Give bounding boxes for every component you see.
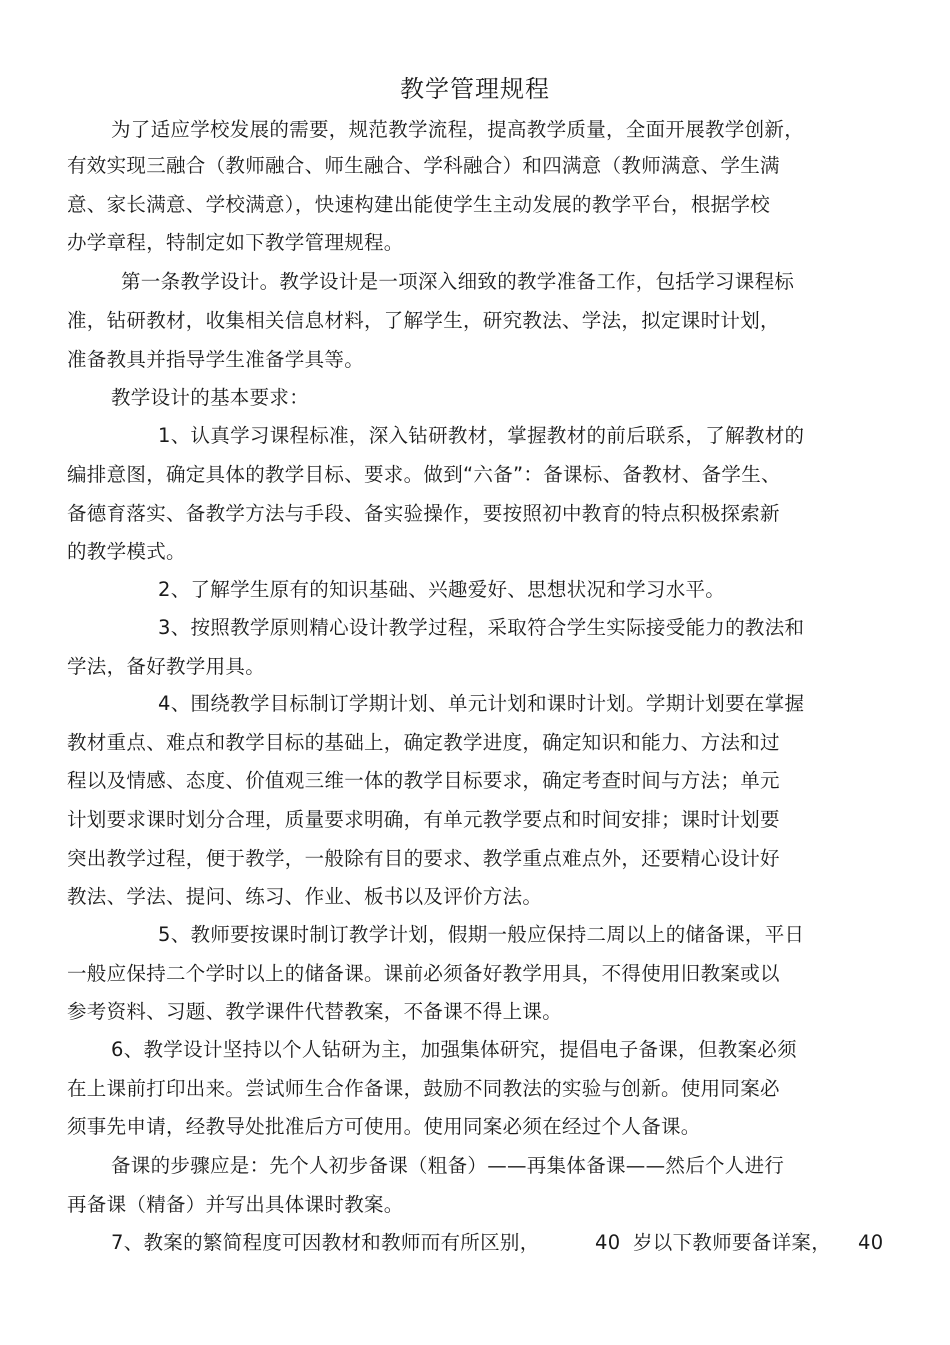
paragraph-line: 一般应保持二个学时以上的储备课。课前必须备好教学用具，不得使用旧教案或以 — [67, 962, 780, 985]
paragraph-line: 2、了解学生原有的知识基础、兴趣爱好、思想状况和学习水平。 — [158, 578, 726, 601]
paragraph-line: 5、教师要按课时制订教学计划，假期一般应保持二周以上的储备课，平日 — [158, 923, 805, 946]
paragraph-line: 计划要求课时划分合理，质量要求明确，有单元教学要点和时间安排；课时计划要 — [67, 808, 780, 831]
paragraph-fragment: 岁以下教师要备详案， — [633, 1231, 832, 1254]
paragraph-line: 再备课（精备）并写出具体课时教案。 — [67, 1193, 404, 1216]
paragraph-line: 教法、学法、提问、练习、作业、板书以及评价方法。 — [67, 885, 543, 908]
paragraph-line: 有效实现三融合（教师融合、师生融合、学科融合）和四满意（教师满意、学生满 — [67, 154, 780, 177]
paragraph-line: 备课的步骤应是：先个人初步备课（粗备）——再集体备课——然后个人进行 — [111, 1154, 785, 1177]
paragraph-line: 参考资料、习题、教学课件代替教案，不备课不得上课。 — [67, 1000, 563, 1023]
paragraph-line: 编排意图，确定具体的教学目标、要求。做到“六备”：备课标、备教材、备学生、 — [67, 463, 781, 486]
document-title: 教学管理规程 — [400, 75, 550, 103]
paragraph-line: 6、教学设计坚持以个人钻研为主，加强集体研究，提倡电子备课，但教案必须 — [111, 1038, 797, 1061]
paragraph-line: 程以及情感、态度、价值观三维一体的教学目标要求，确定考查时间与方法；单元 — [67, 769, 780, 792]
paragraph-line: 的教学模式。 — [67, 540, 186, 563]
paragraph-line: 备德育落实、备教学方法与手段、备实验操作，要按照初中教育的特点积极探索新 — [67, 502, 780, 525]
paragraph-line: 学法，备好教学用具。 — [67, 655, 266, 678]
paragraph-line: 教材重点、难点和教学目标的基础上，确定教学进度，确定知识和能力、方法和过 — [67, 731, 780, 754]
paragraph-line: 准，钻研教材，收集相关信息材料，了解学生，研究教法、学法，拟定课时计划， — [67, 309, 780, 332]
paragraph-line: 为了适应学校发展的需要，规范教学流程，提高教学质量，全面开展教学创新， — [111, 118, 805, 141]
paragraph-line: 办学章程，特制定如下教学管理规程。 — [67, 231, 404, 254]
paragraph-line: 1、认真学习课程标准，深入钻研教材，掌握教材的前后联系，了解教材的 — [158, 424, 805, 447]
paragraph-line: 第一条教学设计。教学设计是一项深入细致的教学准备工作，包括学习课程标 — [121, 270, 795, 293]
paragraph-line: 准备教具并指导学生准备学具等。 — [67, 348, 365, 371]
paragraph-line: 3、按照教学原则精心设计教学过程，采取符合学生实际接受能力的教法和 — [158, 616, 805, 639]
paragraph-line: 在上课前打印出来。尝试师生合作备课，鼓励不同教法的实验与创新。使用同案必 — [67, 1077, 780, 1100]
section-heading: 教学设计的基本要求： — [111, 386, 310, 409]
paragraph-line: 7、教案的繁简程度可因教材和教师而有所区别， — [111, 1231, 540, 1254]
paragraph-fragment: 40 — [595, 1231, 621, 1254]
paragraph-line: 突出教学过程，便于教学，一般除有目的要求、教学重点难点外，还要精心设计好 — [67, 847, 780, 870]
paragraph-line: 4、围绕教学目标制订学期计划、单元计划和课时计划。学期计划要在掌握 — [158, 692, 805, 715]
paragraph-line: 须事先申请，经教导处批准后方可使用。使用同案必须在经过个人备课。 — [67, 1115, 701, 1138]
paragraph-fragment: 40 — [858, 1231, 884, 1254]
paragraph-line: 意、家长满意、学校满意），快速构建出能使学生主动发展的教学平台，根据学校 — [67, 193, 771, 216]
